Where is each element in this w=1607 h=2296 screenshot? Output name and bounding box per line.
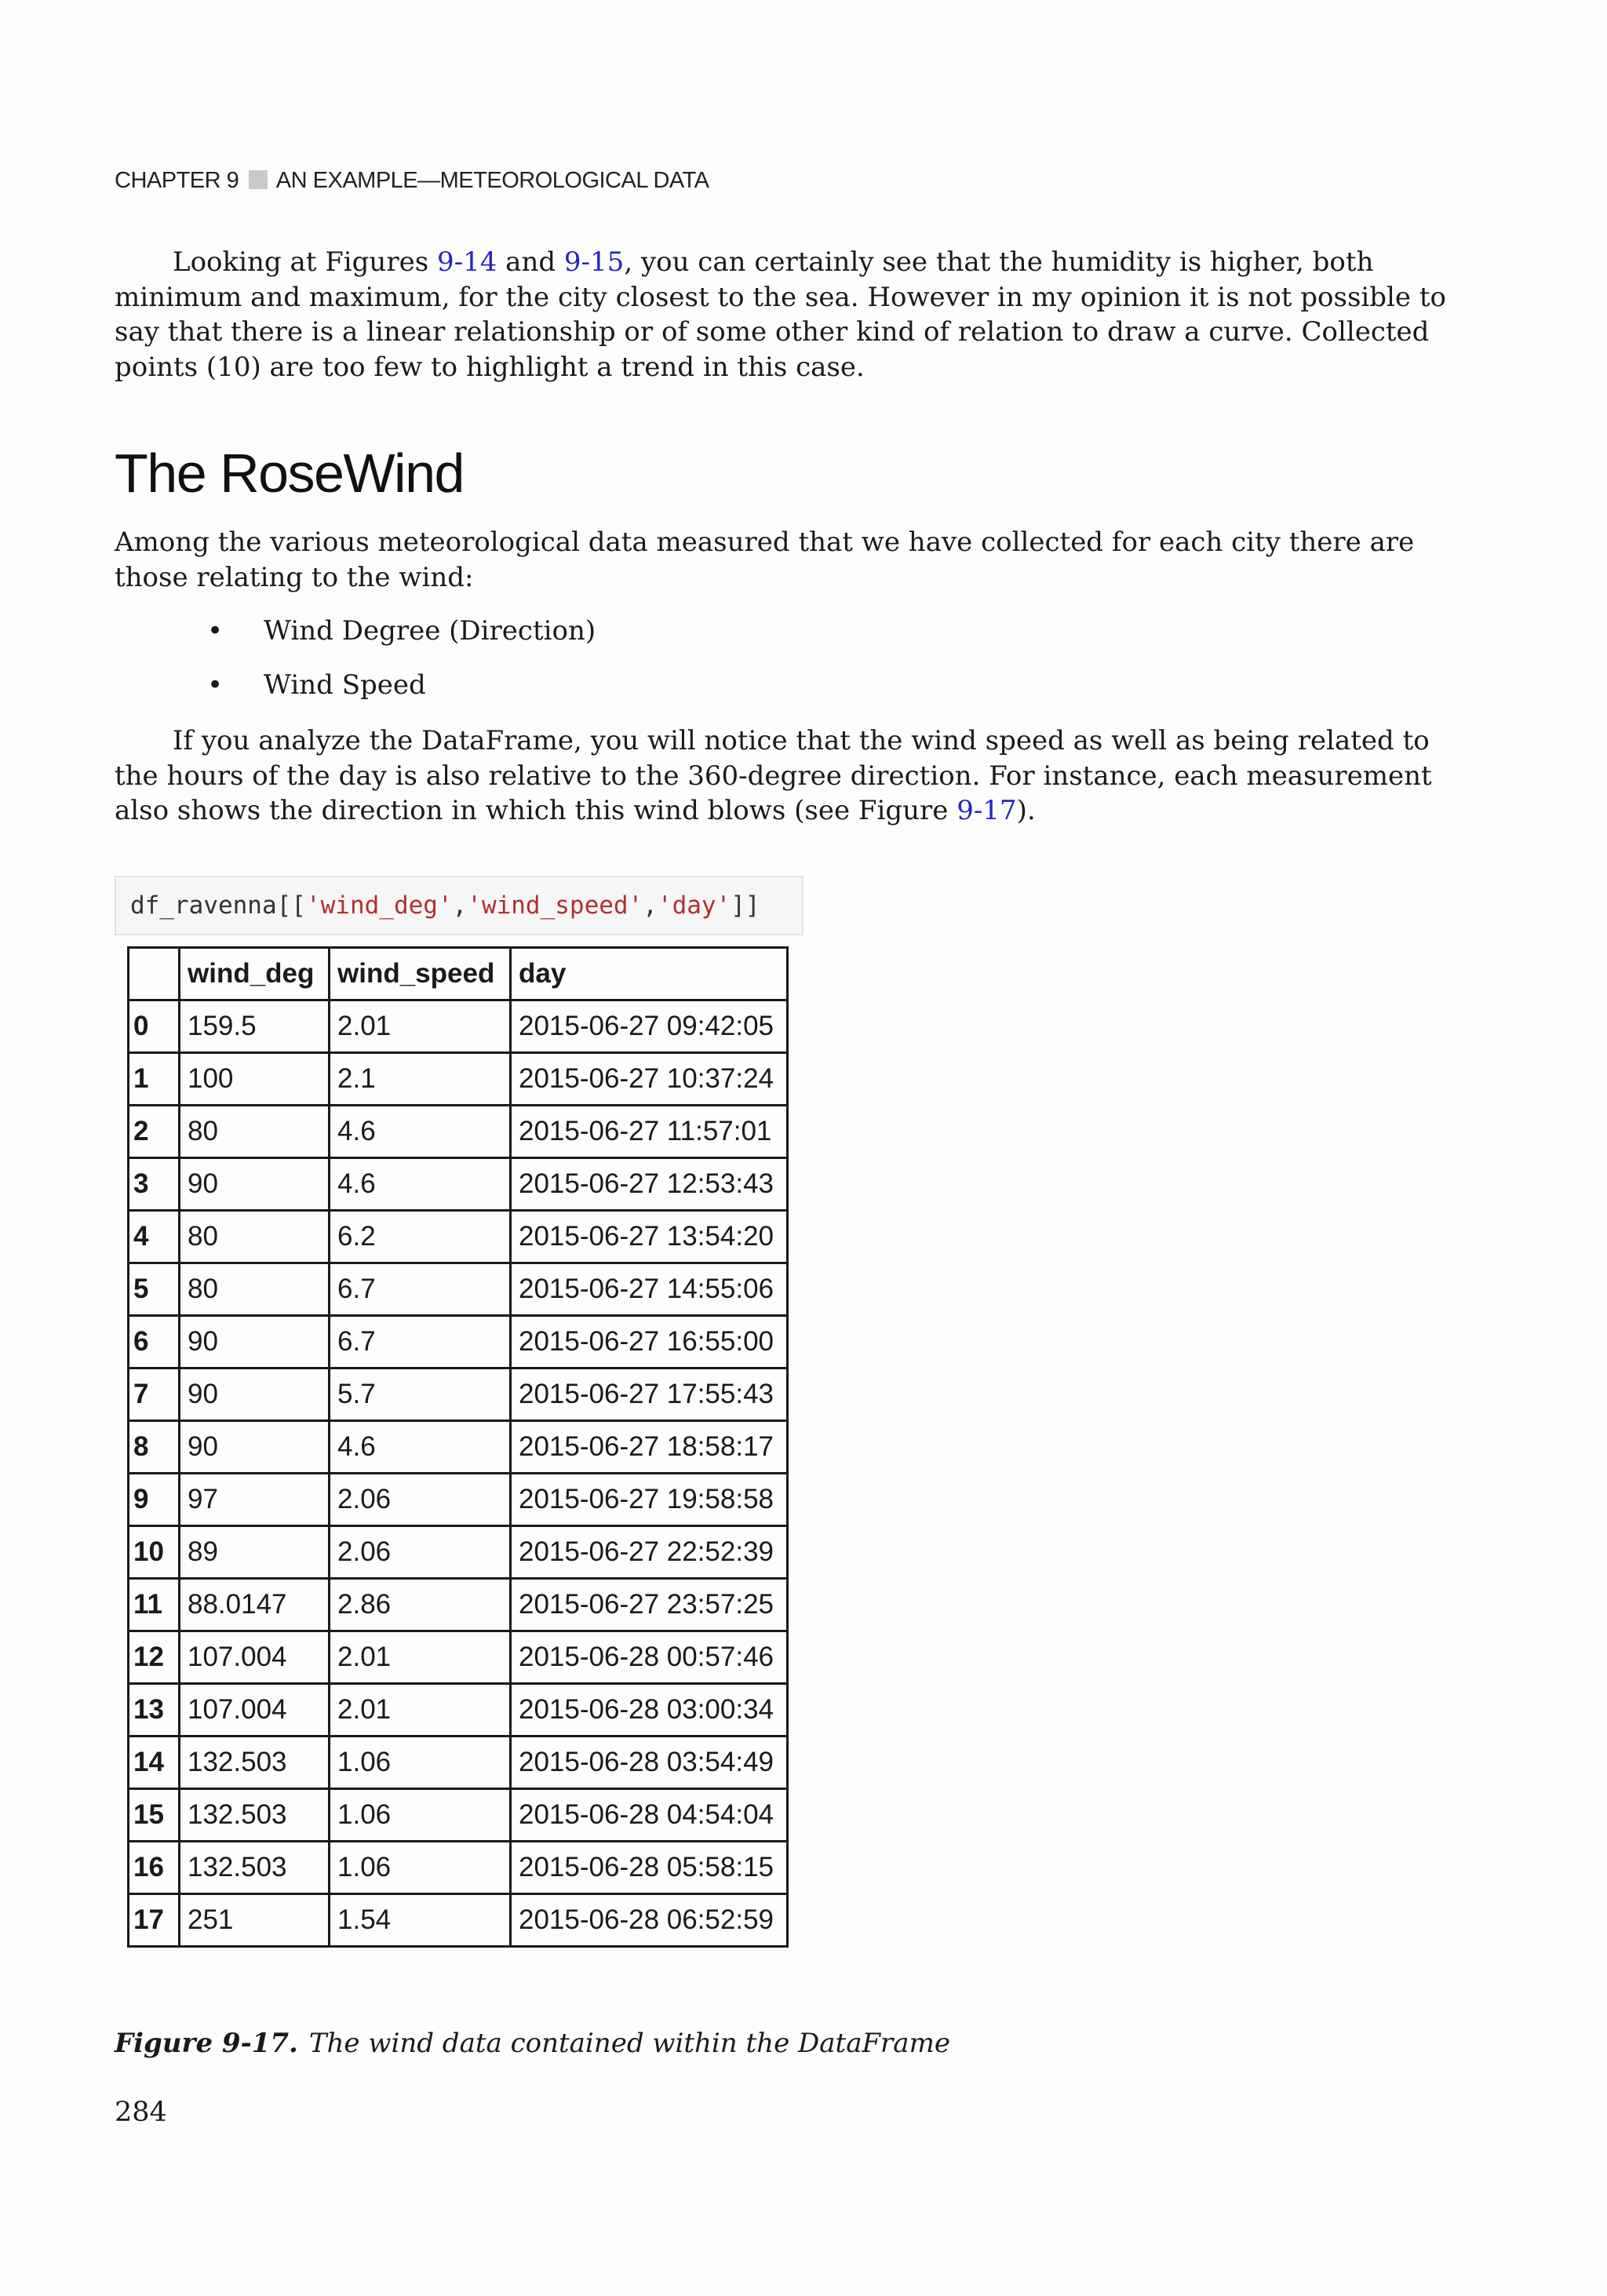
row-index: 12 bbox=[129, 1631, 180, 1684]
table-row bbox=[129, 1000, 788, 1053]
text-run: If you analyze the DataFrame, you will notice that the wind speed as well as being related to the hours of the day is also relative to the 360-degree direction. For instance, each measurement also shows the direction in which this wind blows (see Figure bbox=[115, 725, 1432, 826]
row-index: 8 bbox=[129, 1421, 180, 1474]
row-index: 13 bbox=[129, 1684, 180, 1737]
header-wind-speed: wind_speed bbox=[330, 948, 511, 1000]
text-run: ). bbox=[1016, 795, 1036, 826]
table-row bbox=[129, 1053, 788, 1106]
table-row bbox=[129, 1421, 788, 1474]
cell-wind-speed: 2.06 bbox=[330, 1474, 511, 1526]
chapter-title: AN EXAMPLE—METEOROLOGICAL DATA bbox=[275, 168, 709, 193]
paragraph-intro-wind: Among the various meteorological data measured that we have collected for each city there are those relating to the wind: bbox=[115, 527, 1415, 593]
cell-wind-speed: 1.54 bbox=[330, 1894, 511, 1947]
cell-wind-deg: 107.004 bbox=[180, 1631, 330, 1684]
cell-day: 2015-06-27 19:58:58 bbox=[511, 1474, 788, 1526]
cell-wind-speed: 2.01 bbox=[330, 1631, 511, 1684]
header-wind-deg: wind_deg bbox=[180, 948, 330, 1000]
cell-wind-deg: 90 bbox=[180, 1368, 330, 1421]
cell-wind-deg: 97 bbox=[180, 1474, 330, 1526]
paragraph-dataframe bbox=[115, 723, 1448, 829]
cell-wind-speed: 4.6 bbox=[330, 1106, 511, 1158]
cell-day: 2015-06-27 16:55:00 bbox=[511, 1316, 788, 1368]
row-index: 16 bbox=[129, 1842, 180, 1894]
bullet-list bbox=[115, 614, 596, 722]
cell-wind-deg: 90 bbox=[180, 1158, 330, 1211]
cell-wind-speed: 1.06 bbox=[330, 1737, 511, 1789]
cell-wind-speed: 6.2 bbox=[330, 1211, 511, 1263]
cell-wind-speed: 2.1 bbox=[330, 1053, 511, 1106]
row-index: 3 bbox=[129, 1158, 180, 1211]
table-row bbox=[129, 1211, 788, 1263]
row-index: 15 bbox=[129, 1789, 180, 1842]
table-row bbox=[129, 1526, 788, 1579]
row-index: 6 bbox=[129, 1316, 180, 1368]
bullet-item bbox=[115, 668, 596, 722]
cell-wind-speed: 5.7 bbox=[330, 1368, 511, 1421]
cell-day: 2015-06-27 23:57:25 bbox=[511, 1579, 788, 1631]
header-day: day bbox=[511, 948, 788, 1000]
cell-wind-deg: 90 bbox=[180, 1316, 330, 1368]
bullet-text: Wind Speed bbox=[264, 669, 426, 701]
table-row bbox=[129, 1842, 788, 1894]
row-index: 5 bbox=[129, 1263, 180, 1316]
cell-wind-speed: 1.06 bbox=[330, 1842, 511, 1894]
cell-day: 2015-06-27 18:58:17 bbox=[511, 1421, 788, 1474]
cell-wind-deg: 132.503 bbox=[180, 1789, 330, 1842]
caption-text: The wind data contained within the DataFrame bbox=[308, 2028, 950, 2059]
row-index: 11 bbox=[129, 1579, 180, 1631]
cell-wind-speed: 2.01 bbox=[330, 1684, 511, 1737]
cell-wind-deg: 159.5 bbox=[180, 1000, 330, 1053]
table-row bbox=[129, 1684, 788, 1737]
cell-wind-deg: 251 bbox=[180, 1894, 330, 1947]
cell-wind-speed: 2.01 bbox=[330, 1000, 511, 1053]
row-index: 9 bbox=[129, 1474, 180, 1526]
code-string: 'wind_deg' bbox=[305, 891, 453, 920]
table-row bbox=[129, 1789, 788, 1842]
row-index: 1 bbox=[129, 1053, 180, 1106]
figure-link-9-15[interactable]: 9-15 bbox=[563, 246, 625, 278]
cell-day: 2015-06-27 10:37:24 bbox=[511, 1053, 788, 1106]
code-cell bbox=[115, 876, 804, 935]
cell-day: 2015-06-28 05:58:15 bbox=[511, 1842, 788, 1894]
table-row bbox=[129, 1158, 788, 1211]
table-row bbox=[129, 1579, 788, 1631]
header-index bbox=[129, 948, 180, 1000]
cell-day: 2015-06-28 06:52:59 bbox=[511, 1894, 788, 1947]
code-token: , bbox=[643, 891, 658, 920]
cell-wind-speed: 2.06 bbox=[330, 1526, 511, 1579]
cell-day: 2015-06-28 03:54:49 bbox=[511, 1737, 788, 1789]
cell-wind-speed: 1.06 bbox=[330, 1789, 511, 1842]
cell-day: 2015-06-27 14:55:06 bbox=[511, 1263, 788, 1316]
paragraph-humidity bbox=[115, 245, 1448, 384]
running-head bbox=[115, 168, 709, 194]
section-title: The RoseWind bbox=[115, 443, 464, 504]
row-index: 17 bbox=[129, 1894, 180, 1947]
text-run: and bbox=[497, 246, 564, 278]
code-token: ]] bbox=[731, 891, 760, 920]
table-row bbox=[129, 1737, 788, 1789]
code-token: df_ravenna[[ bbox=[130, 891, 306, 920]
table-row bbox=[129, 1368, 788, 1421]
row-index: 7 bbox=[129, 1368, 180, 1421]
cell-wind-deg: 100 bbox=[180, 1053, 330, 1106]
code-string: 'wind_speed' bbox=[467, 891, 643, 920]
dataframe-table bbox=[127, 946, 789, 1948]
row-index: 2 bbox=[129, 1106, 180, 1158]
cell-wind-deg: 90 bbox=[180, 1421, 330, 1474]
row-index: 14 bbox=[129, 1737, 180, 1789]
cell-wind-speed: 6.7 bbox=[330, 1263, 511, 1316]
cell-wind-deg: 80 bbox=[180, 1106, 330, 1158]
text-run: , you can certainly see that the humidity is higher, both minimum and maximum, for the city closest to the sea. However in my opinion it is not possible to say that there is a linear relationship or of some other kind of relation to draw a curve. Collected points (10) are too few to highlight a trend in this case. bbox=[115, 246, 1446, 383]
cell-wind-speed: 6.7 bbox=[330, 1316, 511, 1368]
bullet-icon: • bbox=[207, 615, 224, 647]
cell-wind-deg: 80 bbox=[180, 1263, 330, 1316]
table-row bbox=[129, 1894, 788, 1947]
cell-wind-deg: 132.503 bbox=[180, 1737, 330, 1789]
figure-link-9-17[interactable]: 9-17 bbox=[957, 795, 1017, 826]
figure-caption bbox=[115, 2028, 950, 2059]
cell-day: 2015-06-27 13:54:20 bbox=[511, 1211, 788, 1263]
cell-wind-speed: 2.86 bbox=[330, 1579, 511, 1631]
code-string: 'day' bbox=[657, 891, 731, 920]
table-body bbox=[129, 1000, 788, 1947]
cell-wind-deg: 107.004 bbox=[180, 1684, 330, 1737]
text-run: Looking at Figures bbox=[173, 246, 437, 278]
cell-wind-deg: 132.503 bbox=[180, 1842, 330, 1894]
table-row bbox=[129, 1316, 788, 1368]
table-header-row bbox=[129, 948, 788, 1000]
cell-day: 2015-06-27 11:57:01 bbox=[511, 1106, 788, 1158]
cell-wind-deg: 80 bbox=[180, 1211, 330, 1263]
bullet-icon: • bbox=[207, 669, 224, 701]
cell-wind-deg: 89 bbox=[180, 1526, 330, 1579]
cell-day: 2015-06-28 00:57:46 bbox=[511, 1631, 788, 1684]
caption-label: Figure 9-17. bbox=[115, 2028, 298, 2059]
bullet-text: Wind Degree (Direction) bbox=[264, 615, 596, 647]
cell-day: 2015-06-27 17:55:43 bbox=[511, 1368, 788, 1421]
cell-wind-speed: 4.6 bbox=[330, 1158, 511, 1211]
cell-wind-deg: 88.0147 bbox=[180, 1579, 330, 1631]
table-row bbox=[129, 1263, 788, 1316]
table-row bbox=[129, 1474, 788, 1526]
cell-day: 2015-06-27 09:42:05 bbox=[511, 1000, 788, 1053]
row-index: 10 bbox=[129, 1526, 180, 1579]
separator-square-icon bbox=[249, 170, 268, 189]
page-number: 284 bbox=[115, 2097, 167, 2128]
cell-day: 2015-06-27 22:52:39 bbox=[511, 1526, 788, 1579]
cell-day: 2015-06-28 04:54:04 bbox=[511, 1789, 788, 1842]
table-row bbox=[129, 1106, 788, 1158]
cell-day: 2015-06-28 03:00:34 bbox=[511, 1684, 788, 1737]
table-row bbox=[129, 1631, 788, 1684]
code-token: , bbox=[452, 891, 468, 920]
bullet-item bbox=[115, 614, 596, 668]
figure-link-9-14[interactable]: 9-14 bbox=[436, 246, 497, 278]
cell-day: 2015-06-27 12:53:43 bbox=[511, 1158, 788, 1211]
row-index: 0 bbox=[129, 1000, 180, 1053]
chapter-label: CHAPTER 9 bbox=[115, 168, 239, 193]
row-index: 4 bbox=[129, 1211, 180, 1263]
cell-wind-speed: 4.6 bbox=[330, 1421, 511, 1474]
